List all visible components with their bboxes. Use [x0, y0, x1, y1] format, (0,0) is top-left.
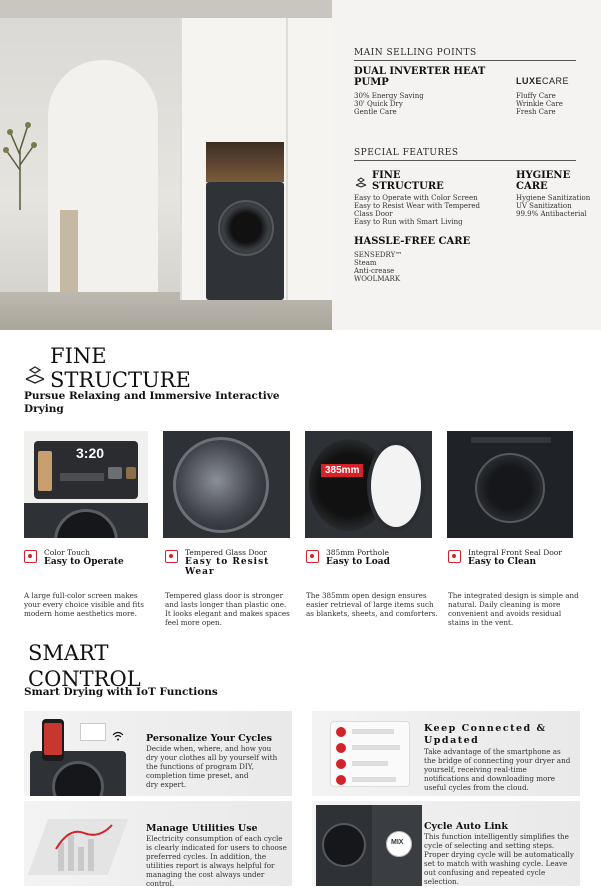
- seal-door-description: The integrated design is simple and natural. Daily cleaning is more convenient and avoids residual stains in the vent.: [448, 591, 579, 627]
- cycle-auto-link-panel: MIX Cycle Auto Link This function intelligently simplifies the cycle of selecting and setting steps. Proper drying cycle will be automatically set to match with washing cycle. Leave out confusing and repeated cycle selection.: [312, 801, 580, 886]
- main-selling-points-heading: MAIN SELLING POINTS: [354, 48, 477, 58]
- seal-icon: [448, 550, 461, 563]
- divider: [354, 60, 576, 61]
- structure-icon: [354, 176, 368, 190]
- smart-control-heading: SMART CONTROL: [28, 641, 141, 691]
- mix-label: MIX: [391, 839, 404, 846]
- color-screen-image: [24, 431, 148, 538]
- trend-chart-icon: [54, 819, 114, 859]
- hygiene-care-title: HYGIENE CARE: [516, 170, 571, 192]
- hassle-free-care-title: HASSLE-FREE CARE: [354, 236, 471, 247]
- divider: [354, 160, 576, 161]
- fine-structure-list: Easy to Operate with Color Screen Easy to Resist Wear with Tempered Class Door Easy to Run with Smart Living: [354, 194, 480, 226]
- touch-icon: [24, 550, 37, 563]
- luxecare-list: Fluffy Care Wrinkle Care Fresh Care: [516, 92, 563, 116]
- hygiene-care-list: Hygiene Sanitization UV Sanitization 99.9% Antibacterial: [516, 194, 591, 218]
- fine-structure-title: FINE STRUCTURE: [372, 170, 444, 192]
- structure-icon: [24, 366, 46, 386]
- fine-structure-heading: FINE STRUCTURE: [50, 344, 191, 392]
- porthole-dimension-badge: 385mm: [321, 464, 363, 477]
- plant-icon: [0, 110, 40, 210]
- seal-door-image: [447, 431, 573, 538]
- dryer-door: [218, 200, 274, 256]
- fine-structure-subtitle: Pursue Relaxing and Immersive Interactive Drying: [24, 390, 280, 415]
- manage-utilities-panel: Manage Utilities Use Electricity consumption of each cycle is clearly indicated for users to choose preferred cycles. In addition, the utilities report is always helpful for managing the cost always under control.: [24, 801, 292, 886]
- hassle-free-care-list: SENSEDRY™ Steam Anti-crease WOOLMARK: [354, 251, 403, 283]
- keep-connected-panel: Keep Connected & Updated Take advantage of the smartphone as the bridge of connecting your dryer and yourself, receiving real-time notifications and downloading more useful cycles from the cloud.: [312, 711, 580, 796]
- porthole-description: The 385mm open design ensures easier retrieval of large items such as blankets, sheets, and comforters.: [306, 591, 438, 618]
- glass-door-image: [163, 431, 290, 538]
- smart-control-subtitle: Smart Drying with IoT Functions: [24, 686, 218, 698]
- wifi-icon: [112, 731, 124, 741]
- dual-inverter-title: DUAL INVERTER HEAT PUMP: [354, 66, 486, 88]
- luxecare-logo: LUXECARE: [516, 76, 570, 86]
- porthole-icon: [306, 550, 319, 563]
- color-touch-description: A large full-color screen makes your every choice visible and fits modern home aesthetics more.: [24, 591, 144, 618]
- laundry-room-photo: [0, 0, 332, 330]
- glass-door-description: Tempered glass door is stronger and lasts longer than plastic one. It looks elegant and makes spaces feel more open.: [165, 591, 290, 627]
- special-features-heading: SPECIAL FEATURES: [354, 148, 459, 158]
- hero-section: [0, 0, 601, 330]
- dual-inverter-list: 30% Energy Saving 30' Quick Dry Gentle Care: [354, 92, 424, 116]
- porthole-image: [305, 431, 432, 538]
- door-icon: [165, 550, 178, 563]
- screen-time: 3:20: [76, 445, 105, 461]
- personalize-cycles-panel: Personalize Your Cycles Decide when, where, and how you dry your clothes all by yourself with the functions of program DIY, completion time preset, and dry expert.: [24, 711, 292, 796]
